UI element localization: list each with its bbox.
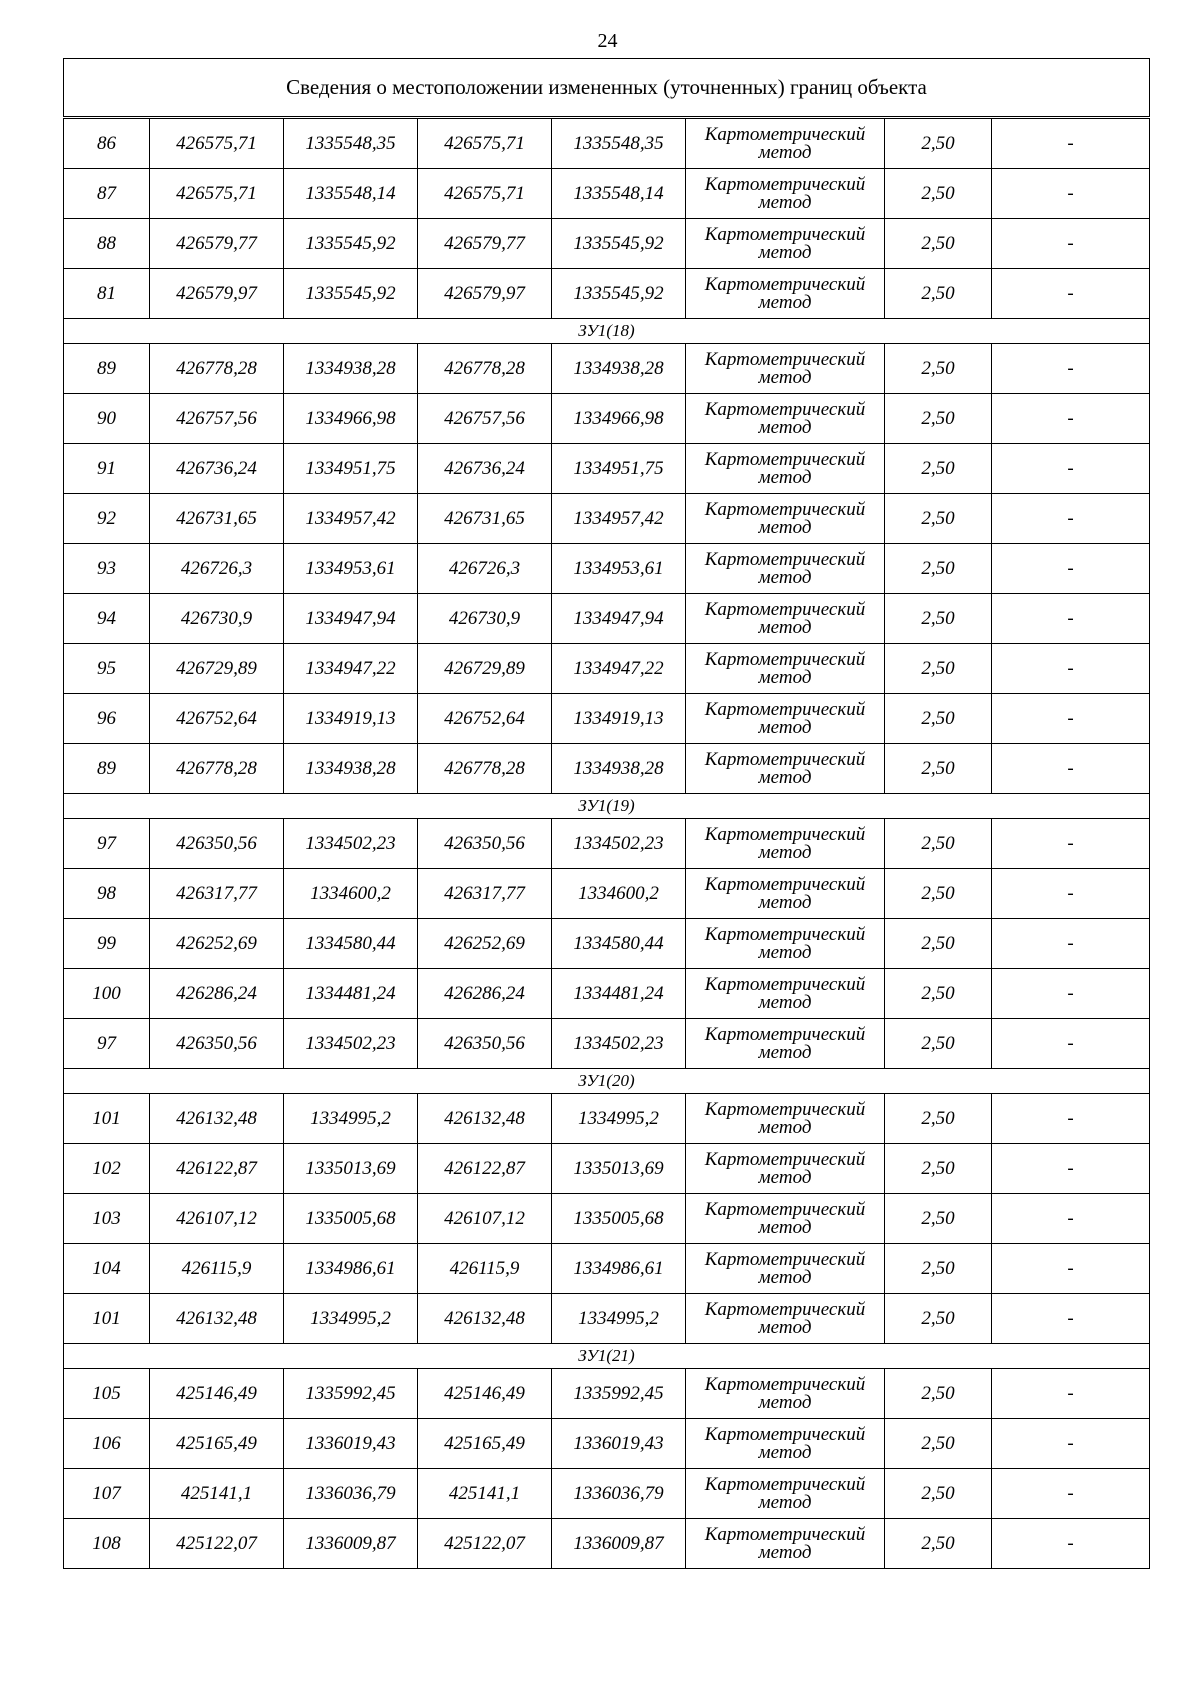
point-number-cell: 89 <box>64 744 150 794</box>
description-cell: - <box>992 544 1150 594</box>
method-cell: Картометрический метод <box>686 1469 885 1519</box>
table-row <box>64 394 1150 444</box>
y-new-cell: 1334951,75 <box>552 444 686 494</box>
point-number-cell: 88 <box>64 219 150 269</box>
accuracy-cell: 2,50 <box>885 394 992 444</box>
description-cell: - <box>992 1469 1150 1519</box>
x-old-cell: 426122,87 <box>150 1144 284 1194</box>
x-old-cell: 425141,1 <box>150 1469 284 1519</box>
section-label-row <box>64 1344 1150 1369</box>
point-number-cell: 89 <box>64 344 150 394</box>
x-old-cell: 425122,07 <box>150 1519 284 1569</box>
x-new-cell: 426579,77 <box>418 219 552 269</box>
x-old-cell: 426252,69 <box>150 919 284 969</box>
x-new-cell: 426730,9 <box>418 594 552 644</box>
x-new-cell: 426350,56 <box>418 1019 552 1069</box>
method-cell: Картометрический метод <box>686 544 885 594</box>
x-old-cell: 426729,89 <box>150 644 284 694</box>
x-new-cell: 426752,64 <box>418 694 552 744</box>
method-cell: Картометрический метод <box>686 744 885 794</box>
y-new-cell: 1335548,14 <box>552 169 686 219</box>
y-new-cell: 1336019,43 <box>552 1419 686 1469</box>
y-new-cell: 1334502,23 <box>552 1019 686 1069</box>
y-old-cell: 1334481,24 <box>284 969 418 1019</box>
y-new-cell: 1334481,24 <box>552 969 686 1019</box>
point-number-cell: 97 <box>64 819 150 869</box>
description-cell: - <box>992 1194 1150 1244</box>
point-number-cell: 107 <box>64 1469 150 1519</box>
method-cell: Картометрический метод <box>686 1144 885 1194</box>
y-new-cell: 1334947,94 <box>552 594 686 644</box>
method-cell: Картометрический метод <box>686 1369 885 1419</box>
table-row <box>64 494 1150 544</box>
description-cell: - <box>992 444 1150 494</box>
table-row <box>64 694 1150 744</box>
y-new-cell: 1334580,44 <box>552 919 686 969</box>
y-new-cell: 1334986,61 <box>552 1244 686 1294</box>
accuracy-cell: 2,50 <box>885 1294 992 1344</box>
x-old-cell: 426350,56 <box>150 819 284 869</box>
description-cell: - <box>992 269 1150 319</box>
accuracy-cell: 2,50 <box>885 819 992 869</box>
table-row <box>64 1519 1150 1569</box>
y-old-cell: 1334938,28 <box>284 344 418 394</box>
x-new-cell: 426731,65 <box>418 494 552 544</box>
x-new-cell: 425122,07 <box>418 1519 552 1569</box>
x-new-cell: 426122,87 <box>418 1144 552 1194</box>
table-row <box>64 118 1150 169</box>
x-new-cell: 426115,9 <box>418 1244 552 1294</box>
y-new-cell: 1334995,2 <box>552 1094 686 1144</box>
accuracy-cell: 2,50 <box>885 444 992 494</box>
description-cell: - <box>992 169 1150 219</box>
point-number-cell: 97 <box>64 1019 150 1069</box>
point-number-cell: 90 <box>64 394 150 444</box>
x-old-cell: 426132,48 <box>150 1294 284 1344</box>
method-cell: Картометрический метод <box>686 1194 885 1244</box>
method-cell: Картометрический метод <box>686 118 885 169</box>
x-old-cell: 426286,24 <box>150 969 284 1019</box>
x-old-cell: 426132,48 <box>150 1094 284 1144</box>
table-row <box>64 1019 1150 1069</box>
description-cell: - <box>992 694 1150 744</box>
y-old-cell: 1336009,87 <box>284 1519 418 1569</box>
table-row <box>64 219 1150 269</box>
table-row <box>64 269 1150 319</box>
boundary-table <box>63 58 1150 1569</box>
point-number-cell: 95 <box>64 644 150 694</box>
y-old-cell: 1335013,69 <box>284 1144 418 1194</box>
table-row <box>64 744 1150 794</box>
x-new-cell: 426252,69 <box>418 919 552 969</box>
x-old-cell: 426317,77 <box>150 869 284 919</box>
y-old-cell: 1334502,23 <box>284 1019 418 1069</box>
x-old-cell: 426730,9 <box>150 594 284 644</box>
table-row <box>64 544 1150 594</box>
method-cell: Картометрический метод <box>686 444 885 494</box>
description-cell: - <box>992 1519 1150 1569</box>
x-old-cell: 426107,12 <box>150 1194 284 1244</box>
y-new-cell: 1336036,79 <box>552 1469 686 1519</box>
y-new-cell: 1335992,45 <box>552 1369 686 1419</box>
x-new-cell: 426317,77 <box>418 869 552 919</box>
y-new-cell: 1335548,35 <box>552 118 686 169</box>
accuracy-cell: 2,50 <box>885 694 992 744</box>
y-old-cell: 1336036,79 <box>284 1469 418 1519</box>
method-cell: Картометрический метод <box>686 1419 885 1469</box>
method-cell: Картометрический метод <box>686 644 885 694</box>
y-new-cell: 1334938,28 <box>552 344 686 394</box>
description-cell: - <box>992 1419 1150 1469</box>
method-cell: Картометрический метод <box>686 819 885 869</box>
table-row <box>64 1144 1150 1194</box>
table-row <box>64 819 1150 869</box>
x-old-cell: 426778,28 <box>150 344 284 394</box>
x-old-cell: 426579,77 <box>150 219 284 269</box>
y-old-cell: 1334938,28 <box>284 744 418 794</box>
description-cell: - <box>992 644 1150 694</box>
description-cell: - <box>992 1294 1150 1344</box>
y-new-cell: 1336009,87 <box>552 1519 686 1569</box>
section-label: ЗУ1(21) <box>64 1344 1150 1369</box>
table-row <box>64 1419 1150 1469</box>
y-old-cell: 1335545,92 <box>284 219 418 269</box>
x-new-cell: 426132,48 <box>418 1094 552 1144</box>
y-old-cell: 1334995,2 <box>284 1094 418 1144</box>
description-cell: - <box>992 344 1150 394</box>
accuracy-cell: 2,50 <box>885 1094 992 1144</box>
section-label-row <box>64 319 1150 344</box>
x-new-cell: 425141,1 <box>418 1469 552 1519</box>
table-row <box>64 444 1150 494</box>
description-cell: - <box>992 819 1150 869</box>
point-number-cell: 104 <box>64 1244 150 1294</box>
y-new-cell: 1335545,92 <box>552 269 686 319</box>
method-cell: Картометрический метод <box>686 919 885 969</box>
x-new-cell: 426729,89 <box>418 644 552 694</box>
y-new-cell: 1335005,68 <box>552 1194 686 1244</box>
point-number-cell: 105 <box>64 1369 150 1419</box>
table-row <box>64 1094 1150 1144</box>
y-old-cell: 1334580,44 <box>284 919 418 969</box>
point-number-cell: 101 <box>64 1094 150 1144</box>
x-old-cell: 426579,97 <box>150 269 284 319</box>
y-old-cell: 1334995,2 <box>284 1294 418 1344</box>
y-old-cell: 1334919,13 <box>284 694 418 744</box>
accuracy-cell: 2,50 <box>885 1144 992 1194</box>
table-row <box>64 644 1150 694</box>
y-old-cell: 1335005,68 <box>284 1194 418 1244</box>
accuracy-cell: 2,50 <box>885 544 992 594</box>
y-old-cell: 1334957,42 <box>284 494 418 544</box>
y-new-cell: 1334600,2 <box>552 869 686 919</box>
x-new-cell: 425165,49 <box>418 1419 552 1469</box>
description-cell: - <box>992 494 1150 544</box>
method-cell: Картометрический метод <box>686 169 885 219</box>
y-new-cell: 1335545,92 <box>552 219 686 269</box>
x-new-cell: 426575,71 <box>418 169 552 219</box>
method-cell: Картометрический метод <box>686 1294 885 1344</box>
description-cell: - <box>992 919 1150 969</box>
accuracy-cell: 2,50 <box>885 169 992 219</box>
table-row <box>64 1194 1150 1244</box>
x-old-cell: 426726,3 <box>150 544 284 594</box>
y-old-cell: 1334947,94 <box>284 594 418 644</box>
x-old-cell: 426350,56 <box>150 1019 284 1069</box>
x-new-cell: 426132,48 <box>418 1294 552 1344</box>
accuracy-cell: 2,50 <box>885 919 992 969</box>
table-title: Сведения о местоположении измененных (уточненных) границ объекта <box>64 59 1150 118</box>
description-cell: - <box>992 1094 1150 1144</box>
x-new-cell: 426107,12 <box>418 1194 552 1244</box>
point-number-cell: 96 <box>64 694 150 744</box>
description-cell: - <box>992 219 1150 269</box>
y-new-cell: 1334938,28 <box>552 744 686 794</box>
point-number-cell: 101 <box>64 1294 150 1344</box>
method-cell: Картометрический метод <box>686 269 885 319</box>
x-old-cell: 426757,56 <box>150 394 284 444</box>
accuracy-cell: 2,50 <box>885 219 992 269</box>
description-cell: - <box>992 594 1150 644</box>
y-old-cell: 1335545,92 <box>284 269 418 319</box>
table-row <box>64 1244 1150 1294</box>
table-row <box>64 594 1150 644</box>
x-new-cell: 426757,56 <box>418 394 552 444</box>
table-row <box>64 169 1150 219</box>
x-new-cell: 426726,3 <box>418 544 552 594</box>
x-new-cell: 425146,49 <box>418 1369 552 1419</box>
y-new-cell: 1334919,13 <box>552 694 686 744</box>
point-number-cell: 92 <box>64 494 150 544</box>
description-cell: - <box>992 1369 1150 1419</box>
method-cell: Картометрический метод <box>686 869 885 919</box>
x-old-cell: 425146,49 <box>150 1369 284 1419</box>
table-row <box>64 969 1150 1019</box>
method-cell: Картометрический метод <box>686 1019 885 1069</box>
page-number: 24 <box>597 30 618 52</box>
y-old-cell: 1334986,61 <box>284 1244 418 1294</box>
point-number-cell: 102 <box>64 1144 150 1194</box>
y-old-cell: 1336019,43 <box>284 1419 418 1469</box>
x-old-cell: 426575,71 <box>150 169 284 219</box>
accuracy-cell: 2,50 <box>885 1194 992 1244</box>
method-cell: Картометрический метод <box>686 494 885 544</box>
accuracy-cell: 2,50 <box>885 1519 992 1569</box>
point-number-cell: 87 <box>64 169 150 219</box>
description-cell: - <box>992 744 1150 794</box>
table-row <box>64 1294 1150 1344</box>
x-old-cell: 425165,49 <box>150 1419 284 1469</box>
table-row <box>64 1369 1150 1419</box>
point-number-cell: 94 <box>64 594 150 644</box>
y-old-cell: 1334947,22 <box>284 644 418 694</box>
x-old-cell: 426575,71 <box>150 118 284 169</box>
y-new-cell: 1334957,42 <box>552 494 686 544</box>
accuracy-cell: 2,50 <box>885 1244 992 1294</box>
description-cell: - <box>992 969 1150 1019</box>
x-new-cell: 426778,28 <box>418 744 552 794</box>
y-new-cell: 1334953,61 <box>552 544 686 594</box>
section-label: ЗУ1(18) <box>64 319 1150 344</box>
method-cell: Картометрический метод <box>686 219 885 269</box>
x-new-cell: 426579,97 <box>418 269 552 319</box>
accuracy-cell: 2,50 <box>885 118 992 169</box>
y-old-cell: 1334600,2 <box>284 869 418 919</box>
x-old-cell: 426752,64 <box>150 694 284 744</box>
point-number-cell: 81 <box>64 269 150 319</box>
x-new-cell: 426350,56 <box>418 819 552 869</box>
x-old-cell: 426736,24 <box>150 444 284 494</box>
y-new-cell: 1334502,23 <box>552 819 686 869</box>
y-old-cell: 1334966,98 <box>284 394 418 444</box>
accuracy-cell: 2,50 <box>885 269 992 319</box>
method-cell: Картометрический метод <box>686 1519 885 1569</box>
x-new-cell: 426736,24 <box>418 444 552 494</box>
y-old-cell: 1334951,75 <box>284 444 418 494</box>
accuracy-cell: 2,50 <box>885 744 992 794</box>
x-old-cell: 426731,65 <box>150 494 284 544</box>
accuracy-cell: 2,50 <box>885 344 992 394</box>
x-old-cell: 426778,28 <box>150 744 284 794</box>
y-new-cell: 1334947,22 <box>552 644 686 694</box>
section-label: ЗУ1(19) <box>64 794 1150 819</box>
point-number-cell: 108 <box>64 1519 150 1569</box>
description-cell: - <box>992 1244 1150 1294</box>
description-cell: - <box>992 1144 1150 1194</box>
point-number-cell: 106 <box>64 1419 150 1469</box>
point-number-cell: 99 <box>64 919 150 969</box>
method-cell: Картометрический метод <box>686 594 885 644</box>
section-label-row <box>64 1069 1150 1094</box>
method-cell: Картометрический метод <box>686 344 885 394</box>
accuracy-cell: 2,50 <box>885 969 992 1019</box>
description-cell: - <box>992 118 1150 169</box>
description-cell: - <box>992 394 1150 444</box>
method-cell: Картометрический метод <box>686 969 885 1019</box>
accuracy-cell: 2,50 <box>885 1469 992 1519</box>
method-cell: Картометрический метод <box>686 394 885 444</box>
section-label: ЗУ1(20) <box>64 1069 1150 1094</box>
point-number-cell: 98 <box>64 869 150 919</box>
x-new-cell: 426575,71 <box>418 118 552 169</box>
method-cell: Картометрический метод <box>686 1094 885 1144</box>
accuracy-cell: 2,50 <box>885 869 992 919</box>
point-number-cell: 100 <box>64 969 150 1019</box>
description-cell: - <box>992 869 1150 919</box>
section-label-row <box>64 794 1150 819</box>
table-row <box>64 1469 1150 1519</box>
x-new-cell: 426286,24 <box>418 969 552 1019</box>
point-number-cell: 86 <box>64 118 150 169</box>
method-cell: Картометрический метод <box>686 1244 885 1294</box>
accuracy-cell: 2,50 <box>885 644 992 694</box>
x-old-cell: 426115,9 <box>150 1244 284 1294</box>
table-row <box>64 919 1150 969</box>
accuracy-cell: 2,50 <box>885 1019 992 1069</box>
method-cell: Картометрический метод <box>686 694 885 744</box>
y-old-cell: 1335992,45 <box>284 1369 418 1419</box>
y-new-cell: 1334966,98 <box>552 394 686 444</box>
x-new-cell: 426778,28 <box>418 344 552 394</box>
accuracy-cell: 2,50 <box>885 1369 992 1419</box>
y-new-cell: 1334995,2 <box>552 1294 686 1344</box>
accuracy-cell: 2,50 <box>885 594 992 644</box>
y-old-cell: 1335548,35 <box>284 118 418 169</box>
table-row <box>64 869 1150 919</box>
point-number-cell: 93 <box>64 544 150 594</box>
accuracy-cell: 2,50 <box>885 494 992 544</box>
y-old-cell: 1335548,14 <box>284 169 418 219</box>
point-number-cell: 103 <box>64 1194 150 1244</box>
table-row <box>64 344 1150 394</box>
y-old-cell: 1334502,23 <box>284 819 418 869</box>
accuracy-cell: 2,50 <box>885 1419 992 1469</box>
y-old-cell: 1334953,61 <box>284 544 418 594</box>
y-new-cell: 1335013,69 <box>552 1144 686 1194</box>
description-cell: - <box>992 1019 1150 1069</box>
point-number-cell: 91 <box>64 444 150 494</box>
